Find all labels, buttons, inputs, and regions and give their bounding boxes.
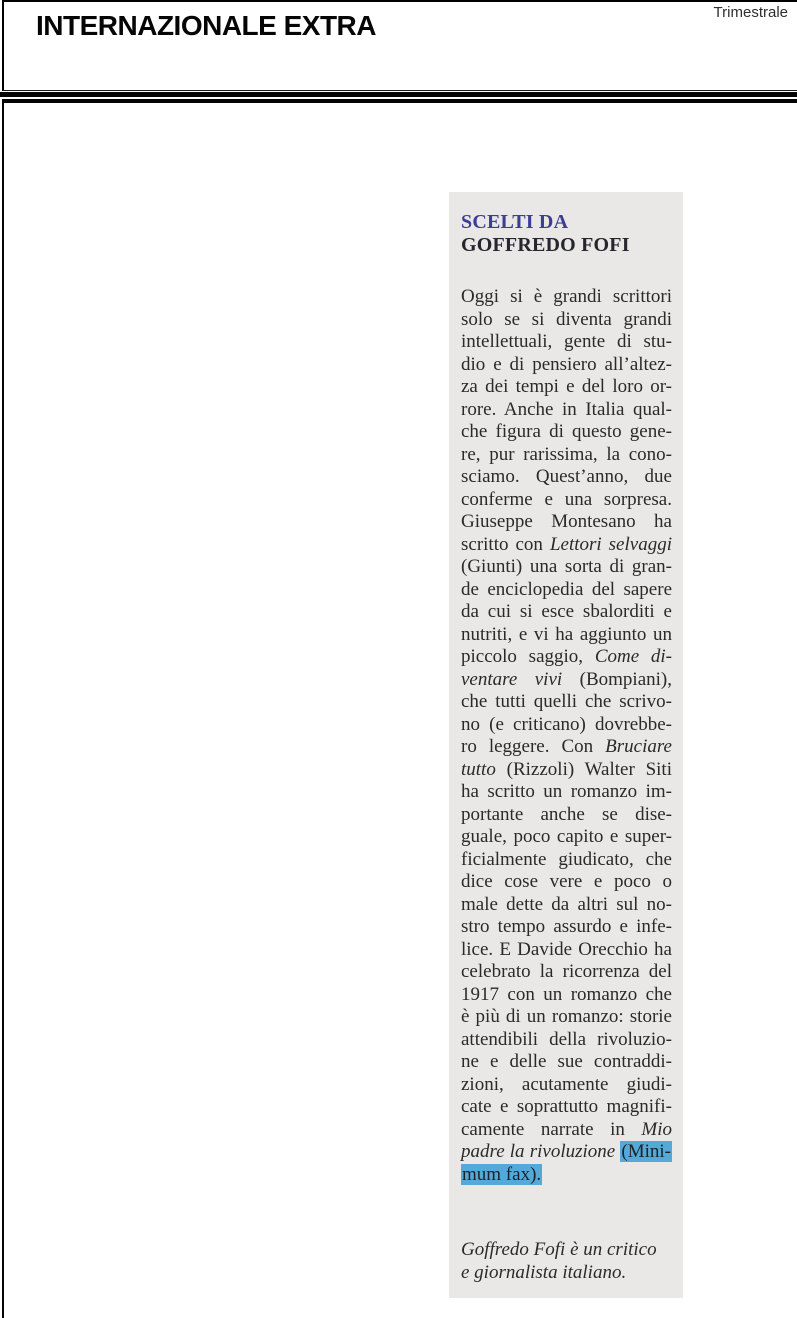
article-body-text [461,286,672,1186]
text-line: (Giunti) una sorta di gran- [461,556,672,577]
text-line: Giuseppe Montesano ha [461,511,672,532]
text-line: de enciclopedia del sapere [461,578,672,600]
text-line: cate e soprattutto magnifi- [461,1096,672,1117]
text-line: tutto (Rizzoli) Walter Siti [461,758,672,780]
text-line: za dei tempi e del loro or- [461,376,672,397]
text-line: dice cose vere e poco o [461,871,672,892]
article-author-heading: GOFFREDO FOFI [461,234,630,256]
text-line: no (e criticano) dovrebbe- [461,713,672,735]
text-line: celebrato la ricorrenza del [461,961,672,982]
text-line: male dette da altri sul no- [461,893,672,915]
text-line: re, pur rarissima, la cono- [461,443,672,465]
text-line: zioni, acutamente giudi- [461,1073,672,1095]
text-line: solo se si diventa grandi [461,308,672,330]
text-line: ha scritto un romanzo im- [461,781,672,802]
text-line: mum fax). [462,1163,542,1185]
text-line: Goffredo Fofi è un critico [461,1239,657,1260]
text-line: Oggi si è grandi scrittori [461,286,672,307]
text-line: e giornalista italiano. [461,1262,627,1283]
text-line: conferme e una sorpresa. [461,488,672,510]
article-author-bio [461,1238,672,1284]
text-line: rore. Anche in Italia qual- [461,398,672,420]
text-line: 1917 con un romanzo che [461,983,672,1005]
text-line: ventare vivi (Bompiani), [461,668,672,690]
text-line: ne e delle sue contraddi- [461,1051,672,1072]
text-line: intellettuali, gente di stu- [461,331,672,352]
text-line: da cui si esce sbalorditi e [461,601,672,622]
text-line: sciamo. Quest’anno, due [461,466,672,487]
text-line: attendibili della rivoluzio- [461,1028,672,1050]
text-line: stro tempo assurdo e infe- [461,916,672,937]
text-line: piccolo saggio, Come di- [461,646,673,667]
publication-title: INTERNAZIONALE EXTRA [36,10,376,41]
text-line: nutriti, e vi ha aggiunto un [461,623,672,645]
text-line: padre la rivoluzione (Mini- [461,1141,671,1162]
text-line: scritto con Lettori selvaggi [461,533,672,555]
text-line: dio e di pensiero all’altez- [461,353,672,375]
text-line: è più di un romanzo: storie [461,1006,672,1027]
horizontal-rule [0,92,797,97]
text-line: portante anche se dise- [461,803,672,825]
text-line: che tutti quelli che scrivo- [461,691,672,712]
article-column [449,192,683,1298]
text-line: ficialmente giudicato, che [461,848,672,870]
text-line: guale, poco capito e super- [461,826,672,847]
text-line: lice. E Davide Orecchio ha [461,938,672,960]
periodicity-label: Trimestrale [713,4,788,21]
text-line: che figura di questo gene- [461,421,672,442]
text-line: ro leggere. Con Bruciare [461,736,672,757]
text-line: camente narrate in Mio [461,1118,672,1140]
article-kicker: SCELTI DA [461,211,569,233]
